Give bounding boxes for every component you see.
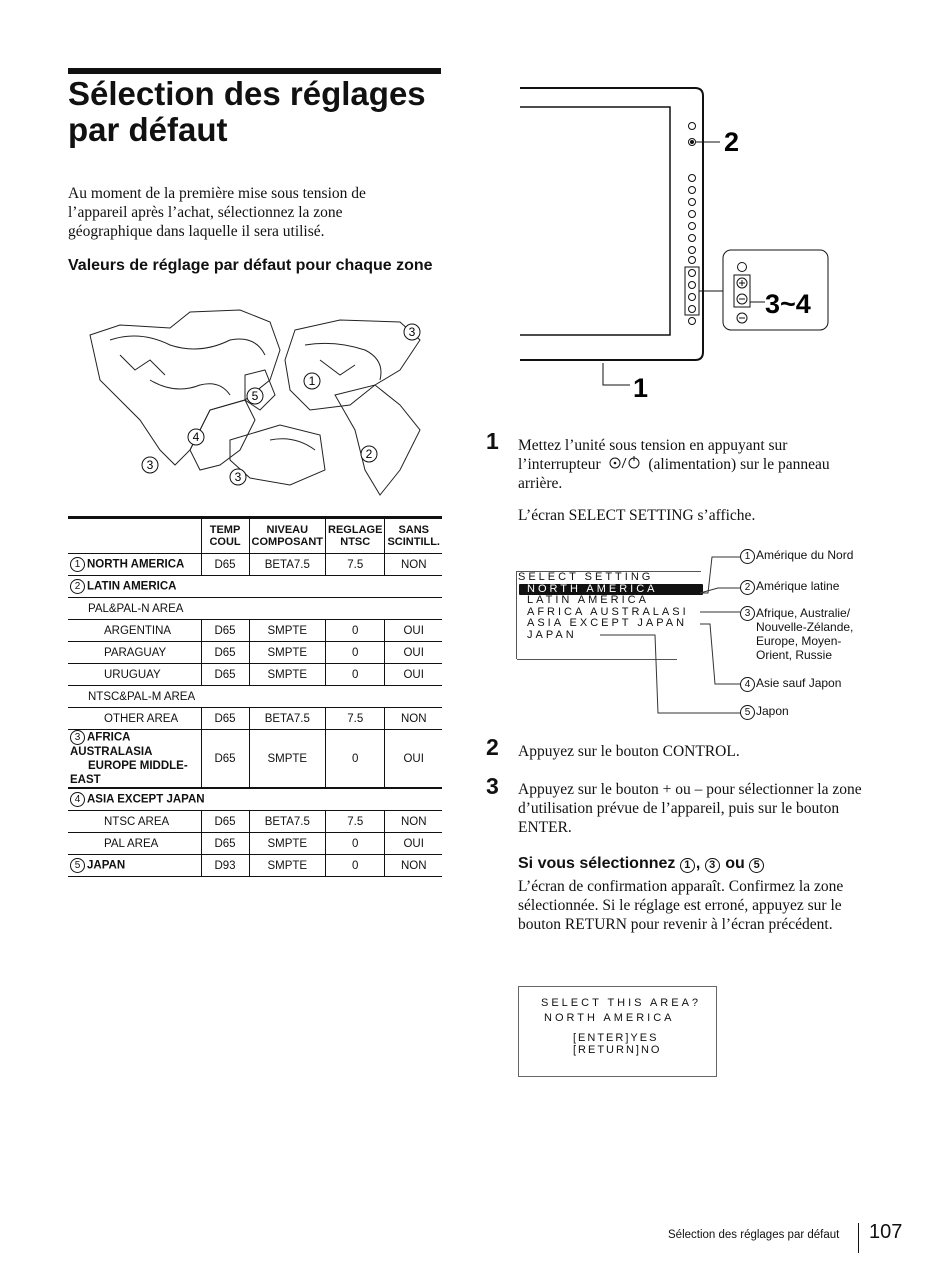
table-cell: 0 bbox=[326, 620, 385, 642]
callout-5: 5 Japon bbox=[740, 704, 789, 720]
table-cell: SMPTE bbox=[249, 730, 326, 789]
table-cell: BETA7.5 bbox=[249, 708, 326, 730]
table-cell: 7.5 bbox=[326, 708, 385, 730]
intro-paragraph: Au moment de la première mise sous tension de l’appareil après l’achat, sélectionnez la zone géographique dans laquelle il sera utilisé. bbox=[68, 185, 366, 240]
table-row bbox=[68, 811, 442, 833]
row-label: LATIN AMERICA bbox=[87, 580, 177, 593]
step-2-text: Appuyez sur le bouton CONTROL. bbox=[518, 743, 740, 760]
zone-number-badge: 3 bbox=[70, 730, 85, 745]
table-cell: OUI bbox=[385, 620, 442, 642]
osd-item-japan[interactable]: JAPAN bbox=[527, 628, 577, 641]
row-label: OTHER AREA bbox=[68, 708, 201, 730]
table-cell: D65 bbox=[201, 811, 249, 833]
table-cell: D93 bbox=[201, 855, 249, 877]
osd-title: SELECT SETTING bbox=[517, 571, 701, 584]
step-1-text bbox=[518, 436, 863, 493]
table-row bbox=[68, 855, 442, 877]
table-cell: SMPTE bbox=[249, 833, 326, 855]
step-number-3: 3 bbox=[486, 773, 499, 799]
row-label: ASIA EXCEPT JAPAN bbox=[87, 793, 205, 806]
table-cell: OUI bbox=[385, 642, 442, 664]
step-1-text-a: Mettez l’unité sous tension en appuyant sur l’interrupteur bbox=[518, 437, 788, 473]
callout-2: 2 Amérique latine bbox=[740, 579, 839, 595]
row-label: NTSC&PAL-M AREA bbox=[68, 686, 442, 708]
table-cell: SMPTE bbox=[249, 642, 326, 664]
table-row bbox=[68, 598, 442, 620]
row-label: PARAGUAY bbox=[68, 642, 201, 664]
osd-item-north-america[interactable]: NORTH AMERICA bbox=[519, 584, 703, 596]
table-cell: D65 bbox=[201, 620, 249, 642]
world-zone-map bbox=[80, 300, 430, 500]
table-row bbox=[68, 664, 442, 686]
device-label-3-4: 3~4 bbox=[765, 289, 811, 319]
map-label-1: 1 bbox=[308, 374, 316, 388]
table-cell: NON bbox=[385, 855, 442, 877]
page-title: Sélection des réglages par défaut bbox=[68, 75, 426, 148]
default-settings-table bbox=[68, 516, 442, 877]
table-cell: 0 bbox=[326, 855, 385, 877]
col-niveau-composant: NIVEAU COMPOSANT bbox=[249, 518, 326, 554]
table-cell: NON bbox=[385, 811, 442, 833]
step-3-subtext: L’écran de confirmation apparaît. Confirmez la zone sélectionnée. Si le réglage est erroné, appuyez sur le bouton RETURN pour revenir à l’écran précédent. bbox=[518, 878, 844, 933]
zone-number-badge: 5 bbox=[70, 858, 85, 873]
page-number: 107 bbox=[869, 1221, 903, 1243]
table-cell: OUI bbox=[385, 664, 442, 686]
callout-3: 3 Afrique, Australie/ Nouvelle-Zélande, Europe, Moyen-Orient, Russie bbox=[740, 606, 862, 662]
osd-confirm-no[interactable]: [RETURN]NO bbox=[573, 1044, 662, 1056]
table-row bbox=[68, 554, 442, 576]
table-row bbox=[68, 620, 442, 642]
osd-confirm-yes[interactable]: [ENTER]YES bbox=[573, 1032, 659, 1044]
table-cell: 0 bbox=[326, 642, 385, 664]
table-cell: SMPTE bbox=[249, 620, 326, 642]
table-header-blank bbox=[68, 518, 201, 554]
table-cell: 0 bbox=[326, 833, 385, 855]
table-cell: D65 bbox=[201, 708, 249, 730]
title-rule bbox=[68, 68, 441, 74]
zone-number-badge: 2 bbox=[70, 579, 85, 594]
map-label-2: 2 bbox=[365, 447, 373, 461]
table-cell: 0 bbox=[326, 664, 385, 686]
table-cell: 7.5 bbox=[326, 811, 385, 833]
row-label: URUGUAY bbox=[68, 664, 201, 686]
row-label: PAL&PAL-N AREA bbox=[68, 598, 442, 620]
osd-item-asia[interactable]: ASIA EXCEPT JAPAN bbox=[527, 618, 688, 629]
row-label: AFRICA AUSTRALASIA bbox=[70, 731, 153, 758]
step-1-text-b: (alimentation) sur le panneau arrière. bbox=[518, 456, 830, 492]
table-cell: SMPTE bbox=[249, 855, 326, 877]
col-sans-scintill: SANS SCINTILL. bbox=[385, 518, 442, 554]
callout-4: 4 Asie sauf Japon bbox=[740, 676, 841, 692]
callout-leaders bbox=[590, 545, 750, 725]
col-temp-coul: TEMP COUL bbox=[201, 518, 249, 554]
table-header-row bbox=[68, 518, 442, 554]
table-cell: BETA7.5 bbox=[249, 811, 326, 833]
table-cell: D65 bbox=[201, 664, 249, 686]
table-cell: NON bbox=[385, 708, 442, 730]
table-row bbox=[68, 686, 442, 708]
row-label: JAPAN bbox=[87, 859, 126, 872]
map-label-3a: 3 bbox=[408, 325, 416, 339]
callout-1: 1 Amérique du Nord bbox=[740, 548, 853, 564]
step-number-2: 2 bbox=[486, 734, 499, 760]
table-cell: D65 bbox=[201, 833, 249, 855]
zone-number-badge: 4 bbox=[70, 792, 85, 807]
table-cell: D65 bbox=[201, 642, 249, 664]
table-cell: 0 bbox=[326, 730, 385, 789]
osd-item-africa[interactable]: AFRICA AUSTRALASI bbox=[527, 606, 689, 618]
map-label-3c: 3 bbox=[234, 470, 242, 484]
table-row bbox=[68, 642, 442, 664]
table-cell: D65 bbox=[201, 730, 249, 789]
table-cell: 7.5 bbox=[326, 554, 385, 576]
table-cell: SMPTE bbox=[249, 664, 326, 686]
step-1-screen-text: L’écran SELECT SETTING s’affiche. bbox=[518, 507, 756, 524]
footer-title: Sélection des réglages par défaut bbox=[668, 1229, 840, 1241]
table-cell: OUI bbox=[385, 730, 442, 789]
table-row bbox=[68, 788, 442, 811]
step-3-text: Appuyez sur le bouton + ou – pour sélectionner la zone d’utilisation prévue de l’appareil, puis sur le bouton ENTER. bbox=[518, 781, 862, 836]
row-label: NORTH AMERICA bbox=[87, 558, 185, 571]
power-switch-icon bbox=[609, 455, 641, 474]
device-rear-panel-diagram bbox=[515, 85, 835, 405]
table-cell: BETA7.5 bbox=[249, 554, 326, 576]
device-label-2: 2 bbox=[724, 127, 740, 157]
table-row bbox=[68, 576, 442, 598]
map-label-4: 4 bbox=[192, 430, 200, 444]
footer-divider bbox=[858, 1223, 859, 1253]
table-cell: NON bbox=[385, 554, 442, 576]
map-label-3b: 3 bbox=[146, 458, 154, 472]
table-row bbox=[68, 730, 442, 789]
table-cell: OUI bbox=[385, 833, 442, 855]
map-label-5: 5 bbox=[251, 389, 259, 403]
table-row bbox=[68, 833, 442, 855]
table-cell: D65 bbox=[201, 554, 249, 576]
table-row bbox=[68, 708, 442, 730]
zone-number-badge: 1 bbox=[70, 557, 85, 572]
osd-item-latin-america[interactable]: LATIN AMERICA bbox=[527, 594, 649, 606]
row-label: NTSC AREA bbox=[68, 811, 201, 833]
row-label-line2: EUROPE MIDDLE-EAST bbox=[70, 760, 188, 786]
col-reglage-ntsc: REGLAGE NTSC bbox=[326, 518, 385, 554]
osd-confirm-title: SELECT THIS AREA? bbox=[541, 997, 702, 1009]
device-label-1: 1 bbox=[633, 373, 649, 403]
section-subheading: Valeurs de réglage par défaut pour chaque zone bbox=[68, 257, 433, 274]
row-label: PAL AREA bbox=[68, 833, 201, 855]
step-3-subheading: Si vous sélectionnez 1 , 3 ou 5 bbox=[518, 855, 765, 873]
osd-confirm-area: NORTH AMERICA bbox=[544, 1012, 675, 1024]
osd-confirm-screen bbox=[518, 986, 717, 1077]
step-number-1: 1 bbox=[486, 428, 499, 454]
row-label: ARGENTINA bbox=[68, 620, 201, 642]
